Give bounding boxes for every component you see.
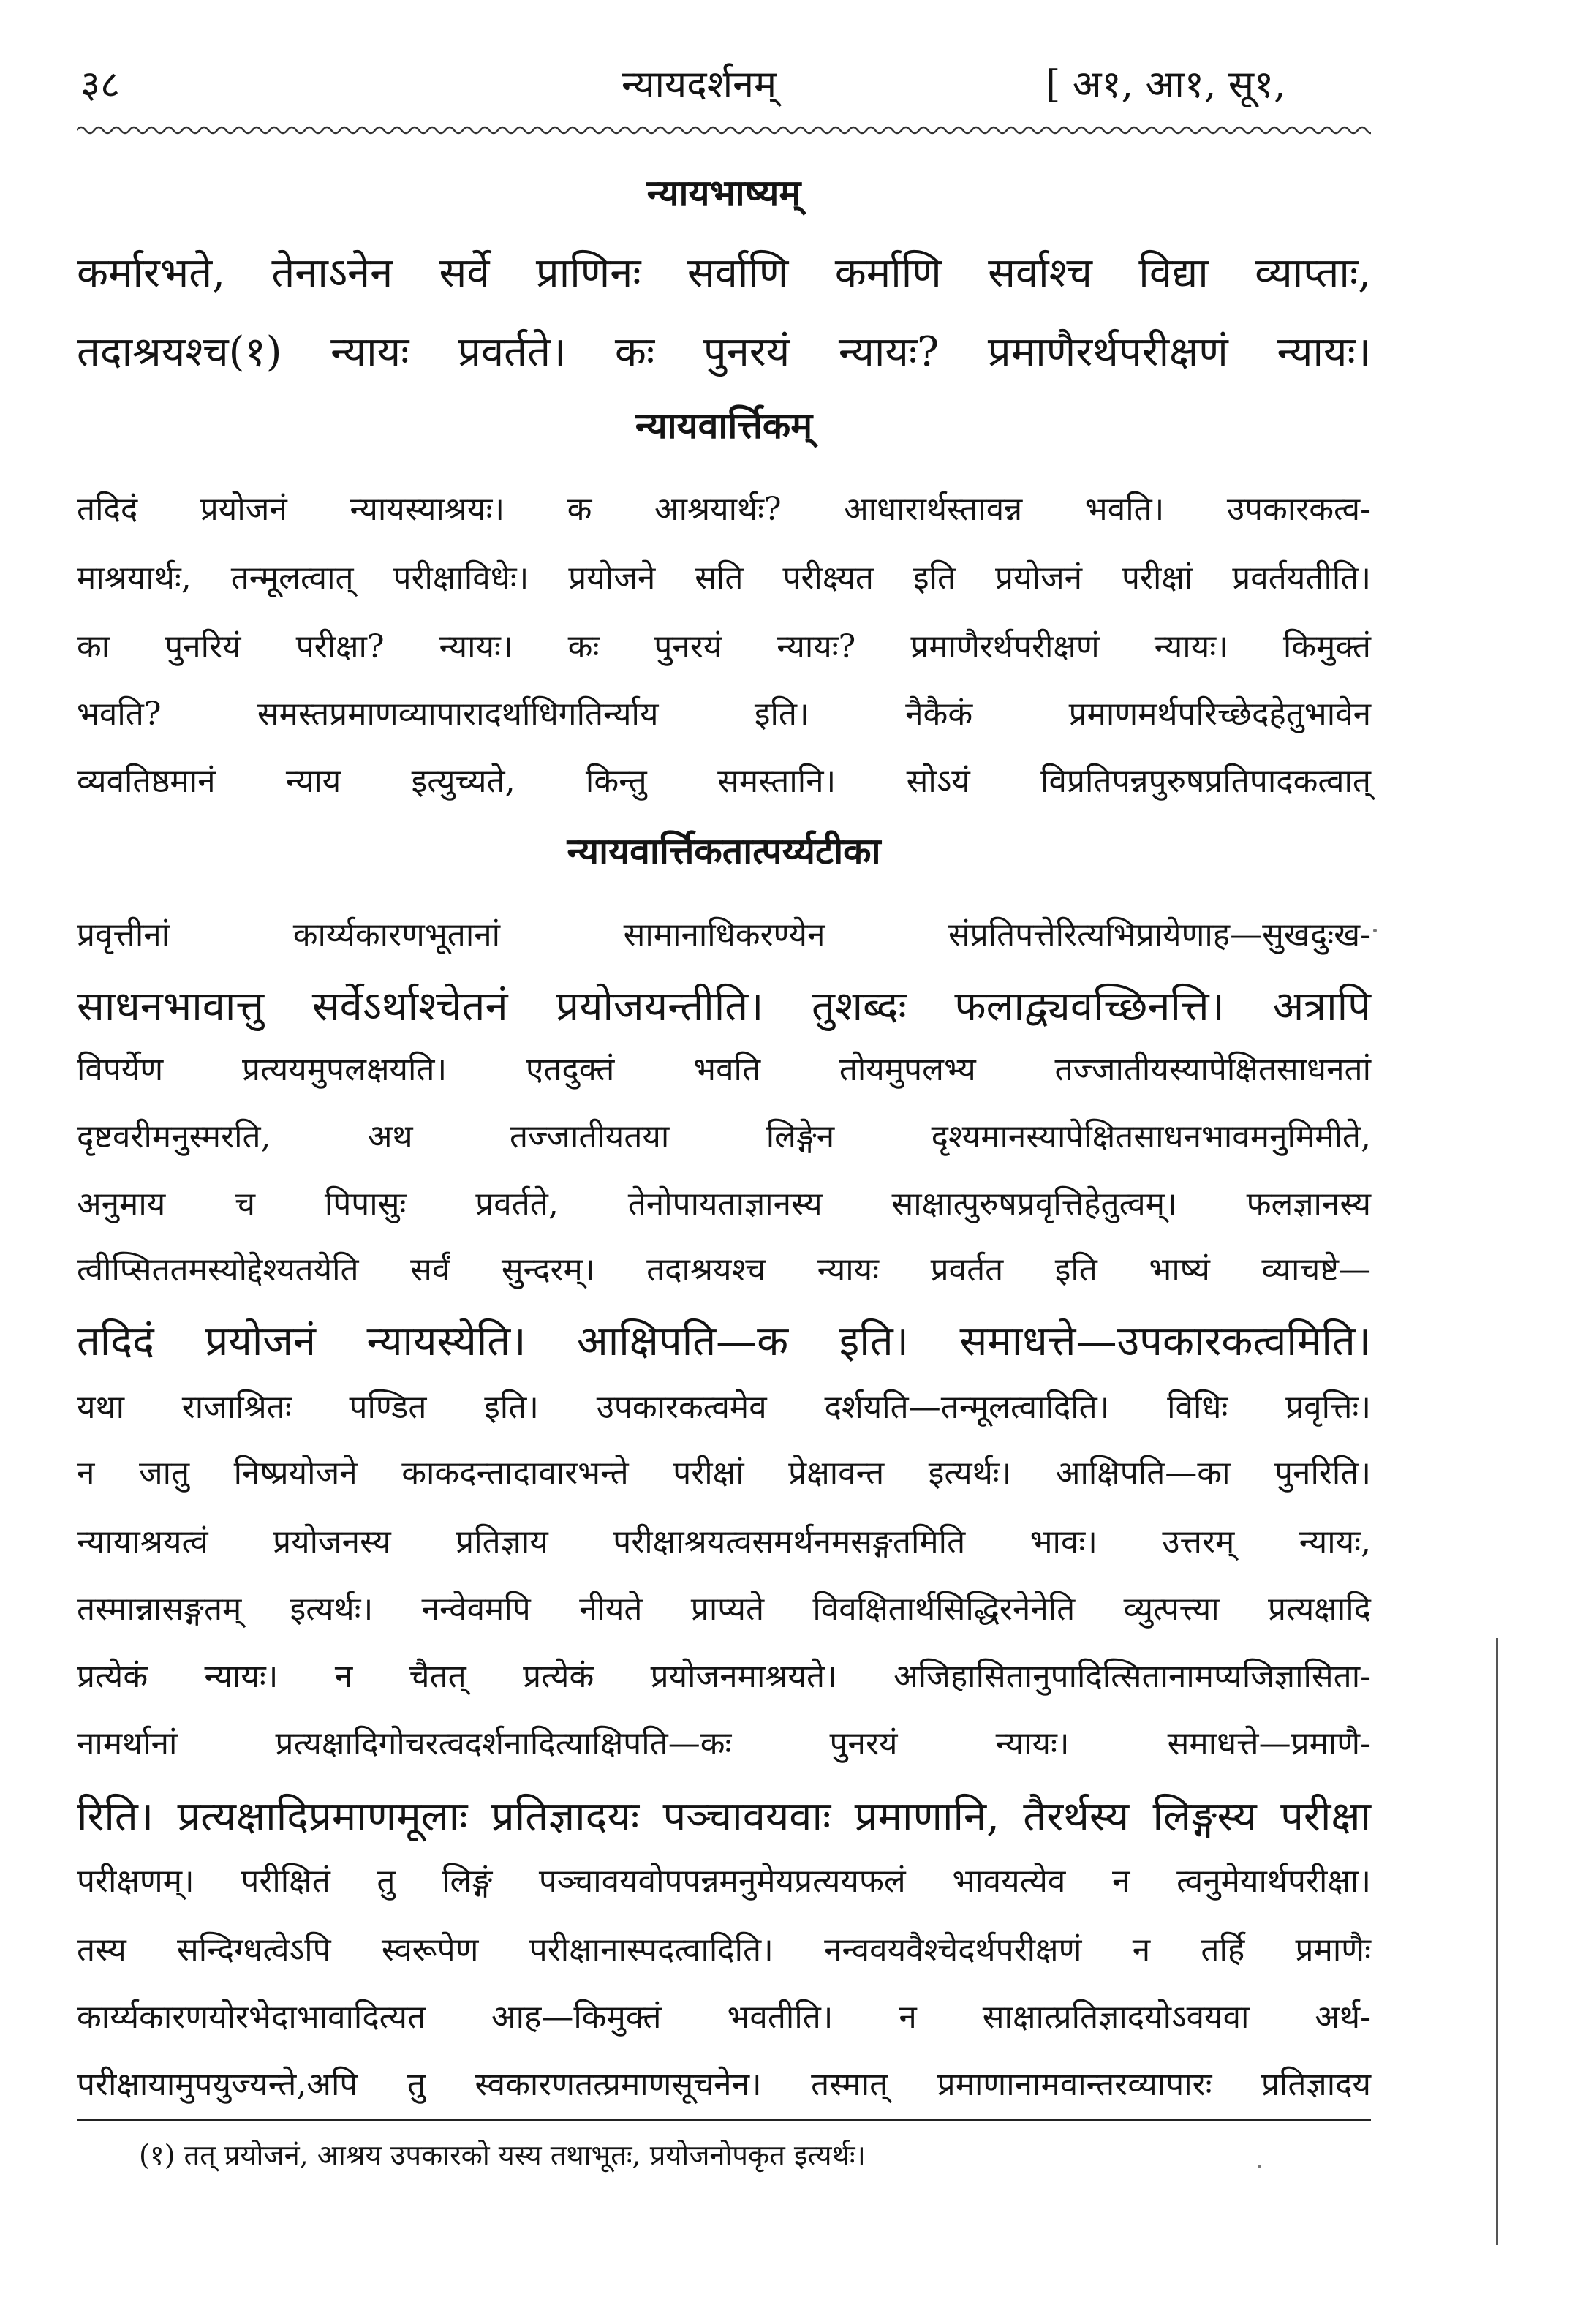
tika-line-15: परीक्षणम्। परीक्षितं तु लिङ्गं पञ्चावयवोपपन्नमनुमेयप्रत्ययफलं भावयत्येव न त्वनुमेयार्थपरीक्षा। (77, 1863, 1371, 1900)
tika-line-13: नामर्थानां प्रत्यक्षादिगोचरत्वदर्शनादित्याक्षिपति—कः पुनरयं न्यायः। समाधत्ते—प्रमाणै- (77, 1725, 1371, 1762)
vartika-heading: न्यायवार्त्तिकम् (635, 404, 813, 447)
vartika-line-1: तदिदं प्रयोजनं न्यायस्याश्रयः। क आश्रयार्थः? आधारार्थस्तावन्न भवति। उपकारकत्व- (77, 491, 1371, 528)
tika-line-14: रिति। प्रत्यक्षादिप्रमाणमूलाः प्रतिज्ञादयः पञ्चावयवाः प्रमाणानि, तैरर्थस्य लिङ्गस्य परीक्षा (77, 1793, 1371, 1841)
sutra-reference: [ अ१, आ१, सू१, (1046, 63, 1286, 107)
header-wavy-rule (77, 123, 1371, 137)
scan-edge-line (1496, 1638, 1498, 2245)
tika-line-10: न्यायाश्रयत्वं प्रयोजनस्य प्रतिज्ञाय परीक्षाश्रयत्वसमर्थनमसङ्गतमिति भावः। उत्तरम् न्यायः, (77, 1523, 1371, 1561)
vartika-line-4: भवति? समस्तप्रमाणव्यापारादर्थाधिगतिर्न्याय इति। नैकैकं प्रमाणमर्थपरिच्छेदहेतुभावेन (77, 695, 1371, 733)
tika-line-2: साधनभावात्तु सर्वेऽर्थाश्चेतनं प्रयोजयन्तीति। तुशब्दः फलाद्व्यवच्छिनत्ति। अत्रापि (77, 983, 1371, 1030)
tika-line-7: तदिदं प्रयोजनं न्यायस्येति। आक्षिपति—क इति। समाधत्ते—उपकारकत्वमिति। (77, 1318, 1371, 1365)
page-header (0, 57, 1583, 116)
scan-speck (1373, 929, 1377, 932)
bhashya-heading: न्यायभाष्यम् (646, 171, 801, 214)
bhashya-line-1: कर्मारभते, तेनाऽनेन सर्वे प्राणिनः सर्वाणि कर्माणि सर्वाश्च विद्या व्याप्ताः, (77, 249, 1371, 297)
tika-line-11: तस्मान्नासङ्गतम् इत्यर्थः। नन्वेवमपि नीयते प्राप्यते विवक्षितार्थसिद्धिरनेनेति व्युत्पत्त्या प्रत्यक्षादि (77, 1591, 1371, 1628)
vartika-line-5: व्यवतिष्ठमानं न्याय इत्युच्यते, किन्तु समस्तानि। सोऽयं विप्रतिपन्नपुरुषप्रतिपादकत्वात् (77, 763, 1371, 800)
bhashya-line-2: तदाश्रयश्च(१) न्यायः प्रवर्तते। कः पुनरयं न्यायः? प्रमाणैरर्थपरीक्षणं न्यायः। (77, 328, 1371, 376)
scan-speck (1258, 2165, 1261, 2168)
tika-line-3: विपर्येण प्रत्ययमुपलक्षयति। एतदुक्तं भवति तोयमुपलभ्य तज्जातीयस्यापेक्षितसाधनतां (77, 1051, 1371, 1088)
tika-heading: न्यायवार्त्तिकतात्पर्य्यटीका (567, 829, 881, 872)
tika-line-17: कार्य्यकारणयोरभेदाभावादित्यत आह—किमुक्तं भवतीति। न साक्षात्प्रतिज्ञादयोऽवयवा अर्थ- (77, 1999, 1371, 2036)
tika-line-12: प्रत्येकं न्यायः। न चैतत् प्रत्येकं प्रयोजनमाश्रयते। अजिहासितानुपादित्सितानामप्यजिज्ञासिता- (77, 1658, 1371, 1695)
tika-line-4: दृष्टवरीमनुस्मरति, अथ तज्जातीयतया लिङ्गेन दृश्यमानस्यापेक्षितसाधनभावमनुमिमीते, (77, 1118, 1371, 1155)
footnote: (१) तत् प्रयोजनं, आश्रय उपकारको यस्य तथाभूतः, प्रयोजनोपकृत इत्यर्थः। (139, 2139, 866, 2171)
tika-line-18: परीक्षायामुपयुज्यन्ते,अपि तु स्वकारणतत्प्रमाणसूचनेन। तस्मात् प्रमाणानामवान्तरव्यापारः प्रतिज्ञादय (77, 2066, 1371, 2103)
vartika-line-2: माश्रयार्थः, तन्मूलत्वात् परीक्षाविधेः। प्रयोजने सति परीक्ष्यत इति प्रयोजनं परीक्षां प्रवर्तयतीति। (77, 559, 1371, 597)
tika-line-9: न जातु निष्प्रयोजने काकदन्तादावारभन्ते परीक्षां प्रेक्षावन्त इत्यर्थः। आक्षिपति—का पुनरिति। (77, 1455, 1371, 1492)
running-title: न्यायदर्शनम् (622, 63, 777, 107)
page-number: ३८ (80, 63, 121, 107)
tika-line-8: यथा राजाश्रितः पण्डित इति। उपकारकत्वमेव दर्शयति—तन्मूलत्वादिति। विधिः प्रवृत्तिः। (77, 1389, 1371, 1426)
tika-line-1: प्रवृत्तीनां कार्य्यकारणभूतानां सामानाधिकरण्येन संप्रतिपत्तेरित्यभिप्रायेणाह—सुखदुःख- (77, 916, 1371, 954)
tika-line-6: त्वीप्सिततमस्योद्देश्यतयेति सर्वं सुन्दरम्। तदाश्रयश्च न्यायः प्रवर्तत इति भाष्यं व्याचष्टे— (77, 1251, 1371, 1289)
tika-line-16: तस्य सन्दिग्धत्वेऽपि स्वरूपेण परीक्षानास्पदत्वादिति। नन्ववयवैश्चेदर्थपरीक्षणं न तर्हि प्रमाणैः (77, 1931, 1371, 1969)
tika-line-5: अनुमाय च पिपासुः प्रवर्तते, तेनोपायताज्ञानस्य साक्षात्पुरुषप्रवृत्तिहेतुत्वम्। फलज्ञानस्य (77, 1185, 1371, 1223)
vartika-line-3: का पुनरियं परीक्षा? न्यायः। कः पुनरयं न्यायः? प्रमाणैरर्थपरीक्षणं न्यायः। किमुक्तं (77, 628, 1371, 665)
footnote-rule (77, 2119, 1371, 2121)
